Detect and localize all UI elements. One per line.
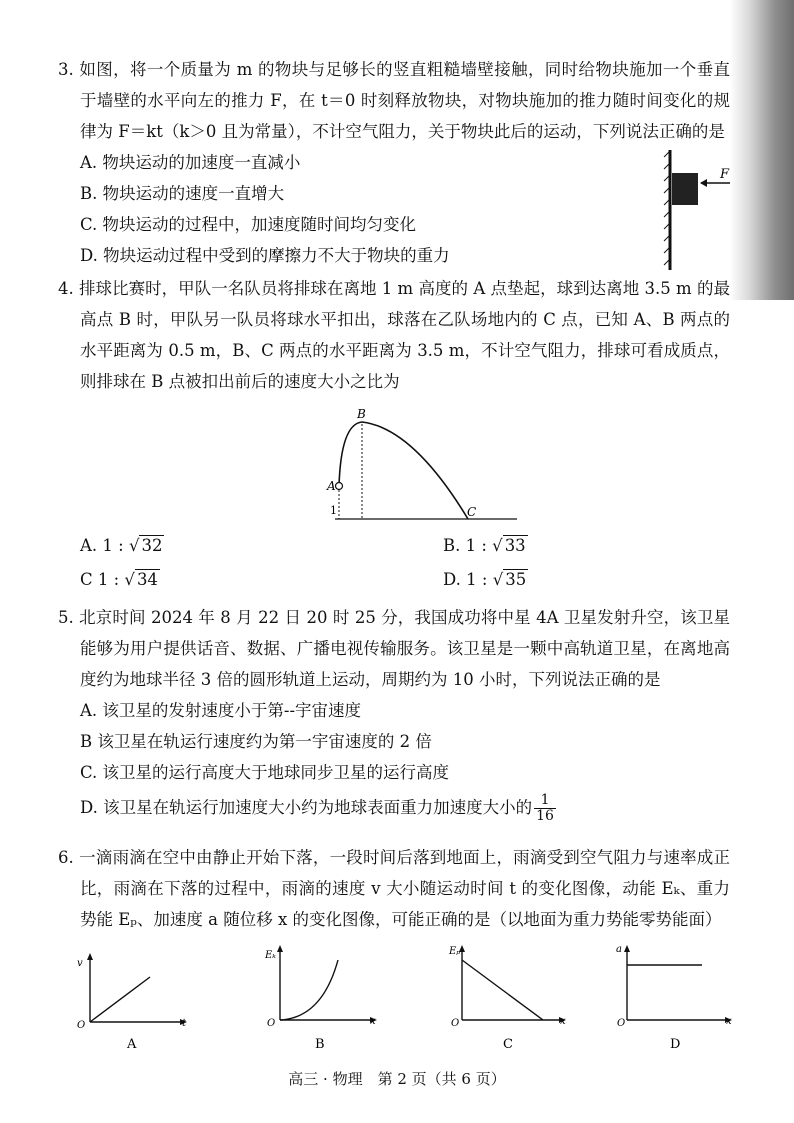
force-arrowhead	[700, 179, 707, 187]
graph-b-xlabel: x	[370, 1016, 376, 1027]
block	[672, 173, 698, 205]
radicand-a: 32	[141, 536, 163, 555]
graph-b	[262, 940, 382, 1050]
fraction-1-16: $\frac{1}{16}$	[536, 792, 554, 824]
question-3-figure	[660, 145, 740, 275]
graph-b-curve	[280, 960, 338, 1020]
question-4-option-a: A. 1 : √ 32	[80, 536, 163, 555]
graph-c-curve	[462, 960, 543, 1020]
graph-c-ylabel: Eₚ	[449, 946, 461, 957]
graph-a-ylabel: v	[77, 958, 83, 969]
question-6-stem: 6. 一滴雨滴在空中由静止开始下落，一段时间后落到地面上，雨滴受到空气阻力与速率成正比，雨滴在下落的过程中，雨滴的速度 v 大小随运动时间 t 的变化图像，动能 Eₖ、重力势能 Eₚ、加速度 a 随位移 x 的变化图像，可能正确的是（以地面为重力势能零势能面）	[58, 848, 730, 929]
graph-c	[448, 940, 573, 1050]
radicand-c: 34	[136, 570, 158, 589]
radicand-d: 35	[505, 570, 527, 589]
graph-c-xlabel: x	[560, 1016, 566, 1027]
graph-a-xlabel: t	[182, 1018, 187, 1029]
label-a: A	[327, 479, 336, 493]
question-5	[58, 602, 730, 828]
question-5-stem: 5. 北京时间 2024 年 8 月 22 日 20 时 25 分，我国成功将中星 4A 卫星发射升空，该卫星能够为用户提供话音、数据、广播电视传输服务。该卫星是一颗中高轨道卫星，在离地高度约为地球半径 3 倍的圆形轨道上运动，周期约为 10 小时，下列说法正确的是	[58, 608, 730, 689]
label-b: B	[357, 407, 366, 421]
question-5-option-c: C. 该卫星的运行高度大于地球同步卫星的运行高度	[80, 763, 450, 782]
force-label: F	[720, 167, 730, 182]
ball-trajectory	[339, 422, 468, 519]
question-3-option-b: B. 物块运动的速度一直增大	[80, 184, 285, 203]
question-5-option-b: B 该卫星在轨运行速度约为第一宇宙速度的 2 倍	[80, 732, 432, 751]
question-4-figure	[325, 402, 520, 527]
question-3-stem: 3. 如图，将一个质量为 m 的物块与足够长的竖直粗糙墙壁接触，同时给物块施加一个垂直于墙壁的水平向左的推力 F，在 t＝0 时刻释放物块，对物块施加的推力随时间变化的规律为 F＝kt（k＞0 且为常量），不计空气阻力，关于物块此后的运动，下列说法正确的是	[58, 60, 730, 141]
graph-d-caption: D	[670, 1037, 681, 1050]
graph-a-origin: O	[77, 1020, 86, 1031]
question-5-option-a: A. 该卫星的发射速度小于第--宇宙速度	[80, 701, 362, 720]
question-3	[58, 54, 730, 271]
question-4-option-b: B. 1 : √ 33	[443, 536, 526, 555]
question-4-stem: 4. 排球比赛时，甲队一名队员将排球在离地 1 m 高度的 A 点垫起，球到达离地 3.5 m 的最高点 B 时，甲队另一队员将球水平扣出，球落在乙队场地内的 C 点，已知 A、B 两点的水平距离为 0.5 m，B、C 两点的水平距离为 3.5 m，不计空气阻力，排球可看成质点，则排球在 B 点被扣出前后的速度大小之比为	[58, 279, 730, 391]
ball-point-a	[336, 483, 343, 490]
page-footer: 高三 · 物理 第 2 页（共 6 页）	[288, 1070, 506, 1088]
graph-b-ylabel: Eₖ	[265, 950, 276, 961]
question-5-option-d: D. 该卫星在轨运行加速度大小约为地球表面重力加速度大小的 $\frac{1}{16}$	[80, 792, 554, 824]
question-4	[58, 273, 730, 397]
question-6	[58, 842, 730, 935]
label-c: C	[467, 505, 477, 519]
label-height-1: 1	[330, 504, 337, 517]
question-4-option-c: C 1 : √ 34	[80, 570, 158, 589]
graph-d-origin: O	[617, 1018, 626, 1029]
graph-a-curve	[90, 977, 150, 1022]
graph-b-origin: O	[267, 1018, 276, 1029]
radicand-b: 33	[504, 536, 526, 555]
question-3-option-a: A. 物块运动的加速度一直减小	[80, 153, 301, 172]
question-3-option-d: D. 物块运动过程中受到的摩擦力不大于物块的重力	[80, 246, 450, 265]
graph-a-caption: A	[127, 1037, 137, 1050]
question-3-option-c: C. 物块运动的过程中，加速度随时间均匀变化	[80, 215, 417, 234]
graph-d	[614, 940, 739, 1050]
graph-d-ylabel: a	[616, 944, 622, 955]
graph-d-xlabel: x	[726, 1016, 732, 1027]
graph-c-caption: C	[503, 1037, 513, 1050]
graph-a	[72, 952, 192, 1050]
question-4-option-d: D. 1 : √ 35	[443, 570, 527, 589]
graph-b-caption: B	[315, 1037, 325, 1050]
graph-c-origin: O	[451, 1018, 460, 1029]
